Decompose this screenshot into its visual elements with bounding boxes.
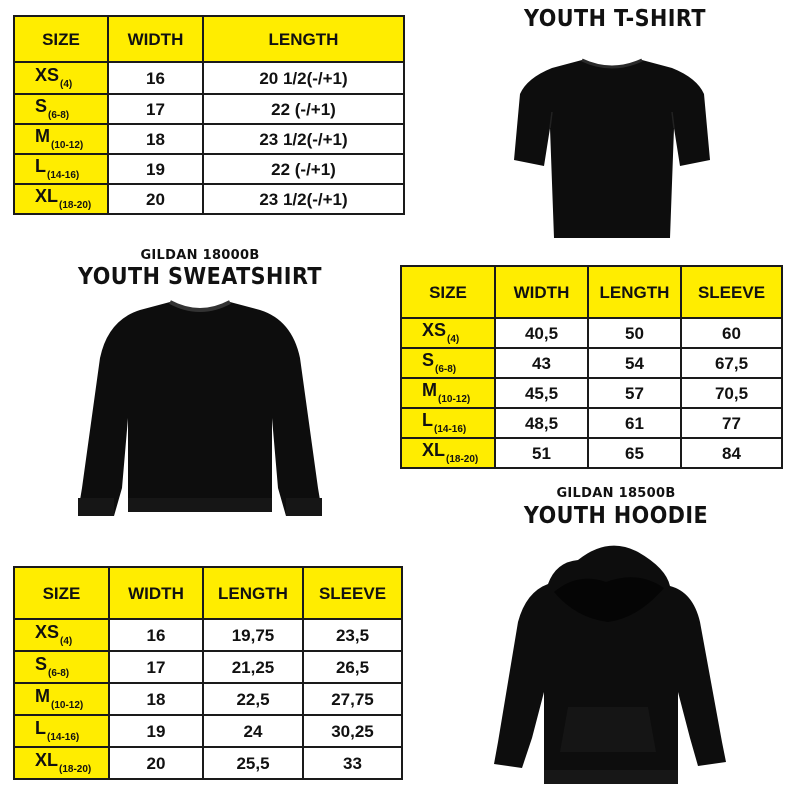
hoodie-image: [488, 542, 728, 792]
size-cell: $XS_{(4)}$: [14, 62, 108, 94]
tshirt-size-table: [13, 15, 405, 215]
size-cell: $M_{(10-12)}$: [14, 124, 108, 154]
width-cell: 17: [109, 651, 203, 683]
size-cell: $S_{(6-8)}$: [14, 651, 109, 683]
table-row: [401, 378, 782, 408]
size-cell: $XL_{(18-20)}$: [14, 184, 108, 214]
sweatshirt-size-table: [400, 265, 783, 469]
width-cell: 19: [109, 715, 203, 747]
sleeve-cell: 67,5: [681, 348, 782, 378]
header-length: LENGTH: [203, 567, 303, 619]
table-row: [14, 651, 402, 683]
length-cell: 54: [588, 348, 681, 378]
sleeve-cell: 26,5: [303, 651, 402, 683]
length-cell: 21,25: [203, 651, 303, 683]
sweatshirt-title: YOUTH SWEATSHIRT: [77, 264, 322, 290]
header-size: SIZE: [14, 567, 109, 619]
sweatshirt-brand: GILDAN 18000B: [140, 248, 260, 263]
header-size: SIZE: [14, 16, 108, 62]
table-header-row: [401, 266, 782, 318]
header-width: WIDTH: [495, 266, 588, 318]
hoodie-title: YOUTH HOODIE: [523, 503, 709, 529]
table-row: [14, 154, 404, 184]
table-row: [401, 318, 782, 348]
sleeve-cell: 23,5: [303, 619, 402, 651]
table-row: [401, 438, 782, 468]
width-cell: 16: [109, 619, 203, 651]
width-cell: 51: [495, 438, 588, 468]
length-cell: 50: [588, 318, 681, 348]
length-cell: 20 1/2(-/+1): [203, 62, 404, 94]
header-length: LENGTH: [203, 16, 404, 62]
hoodie-brand: GILDAN 18500B: [556, 486, 676, 501]
size-cell: $M_{(10-12)}$: [401, 378, 495, 408]
width-cell: 16: [108, 62, 203, 94]
sleeve-cell: 77: [681, 408, 782, 438]
size-cell: $S_{(6-8)}$: [401, 348, 495, 378]
width-cell: 48,5: [495, 408, 588, 438]
length-cell: 61: [588, 408, 681, 438]
length-cell: 24: [203, 715, 303, 747]
size-cell: $M_{(10-12)}$: [14, 683, 109, 715]
sleeve-cell: 30,25: [303, 715, 402, 747]
table-row: [14, 124, 404, 154]
width-cell: 18: [108, 124, 203, 154]
table-header-row: [14, 16, 404, 62]
table-row: [14, 184, 404, 214]
header-sleeve: SLEEVE: [303, 567, 402, 619]
width-cell: 43: [495, 348, 588, 378]
header-size: SIZE: [401, 266, 495, 318]
length-cell: 23 1/2(-/+1): [203, 184, 404, 214]
size-cell: $XL_{(18-20)}$: [401, 438, 495, 468]
table-row: [14, 747, 402, 779]
sleeve-cell: 70,5: [681, 378, 782, 408]
width-cell: 17: [108, 94, 203, 124]
table-row: [14, 94, 404, 124]
length-cell: 22,5: [203, 683, 303, 715]
sweatshirt-image: [60, 298, 340, 523]
length-cell: 25,5: [203, 747, 303, 779]
table-row: [14, 619, 402, 651]
width-cell: 19: [108, 154, 203, 184]
length-cell: 65: [588, 438, 681, 468]
size-cell: $L_{(14-16)}$: [14, 154, 108, 184]
size-cell: $XS_{(4)}$: [401, 318, 495, 348]
sleeve-cell: 33: [303, 747, 402, 779]
table-row: [401, 408, 782, 438]
header-length: LENGTH: [588, 266, 681, 318]
sleeve-cell: 60: [681, 318, 782, 348]
tshirt-image: [512, 52, 712, 244]
size-cell: $L_{(14-16)}$: [14, 715, 109, 747]
length-cell: 19,75: [203, 619, 303, 651]
size-cell: $XS_{(4)}$: [14, 619, 109, 651]
table-header-row: [14, 567, 402, 619]
width-cell: 18: [109, 683, 203, 715]
size-cell: $S_{(6-8)}$: [14, 94, 108, 124]
length-cell: 22 (-/+1): [203, 94, 404, 124]
table-row: [14, 62, 404, 94]
table-row: [401, 348, 782, 378]
size-cell: $XL_{(18-20)}$: [14, 747, 109, 779]
width-cell: 45,5: [495, 378, 588, 408]
width-cell: 20: [108, 184, 203, 214]
header-width: WIDTH: [108, 16, 203, 62]
header-sleeve: SLEEVE: [681, 266, 782, 318]
length-cell: 57: [588, 378, 681, 408]
length-cell: 22 (-/+1): [203, 154, 404, 184]
size-cell: $L_{(14-16)}$: [401, 408, 495, 438]
table-row: [14, 683, 402, 715]
sleeve-cell: 84: [681, 438, 782, 468]
width-cell: 40,5: [495, 318, 588, 348]
length-cell: 23 1/2(-/+1): [203, 124, 404, 154]
width-cell: 20: [109, 747, 203, 779]
sleeve-cell: 27,75: [303, 683, 402, 715]
header-width: WIDTH: [109, 567, 203, 619]
hoodie-size-table: [13, 566, 403, 780]
table-row: [14, 715, 402, 747]
tshirt-title: YOUTH T-SHIRT: [524, 6, 706, 32]
